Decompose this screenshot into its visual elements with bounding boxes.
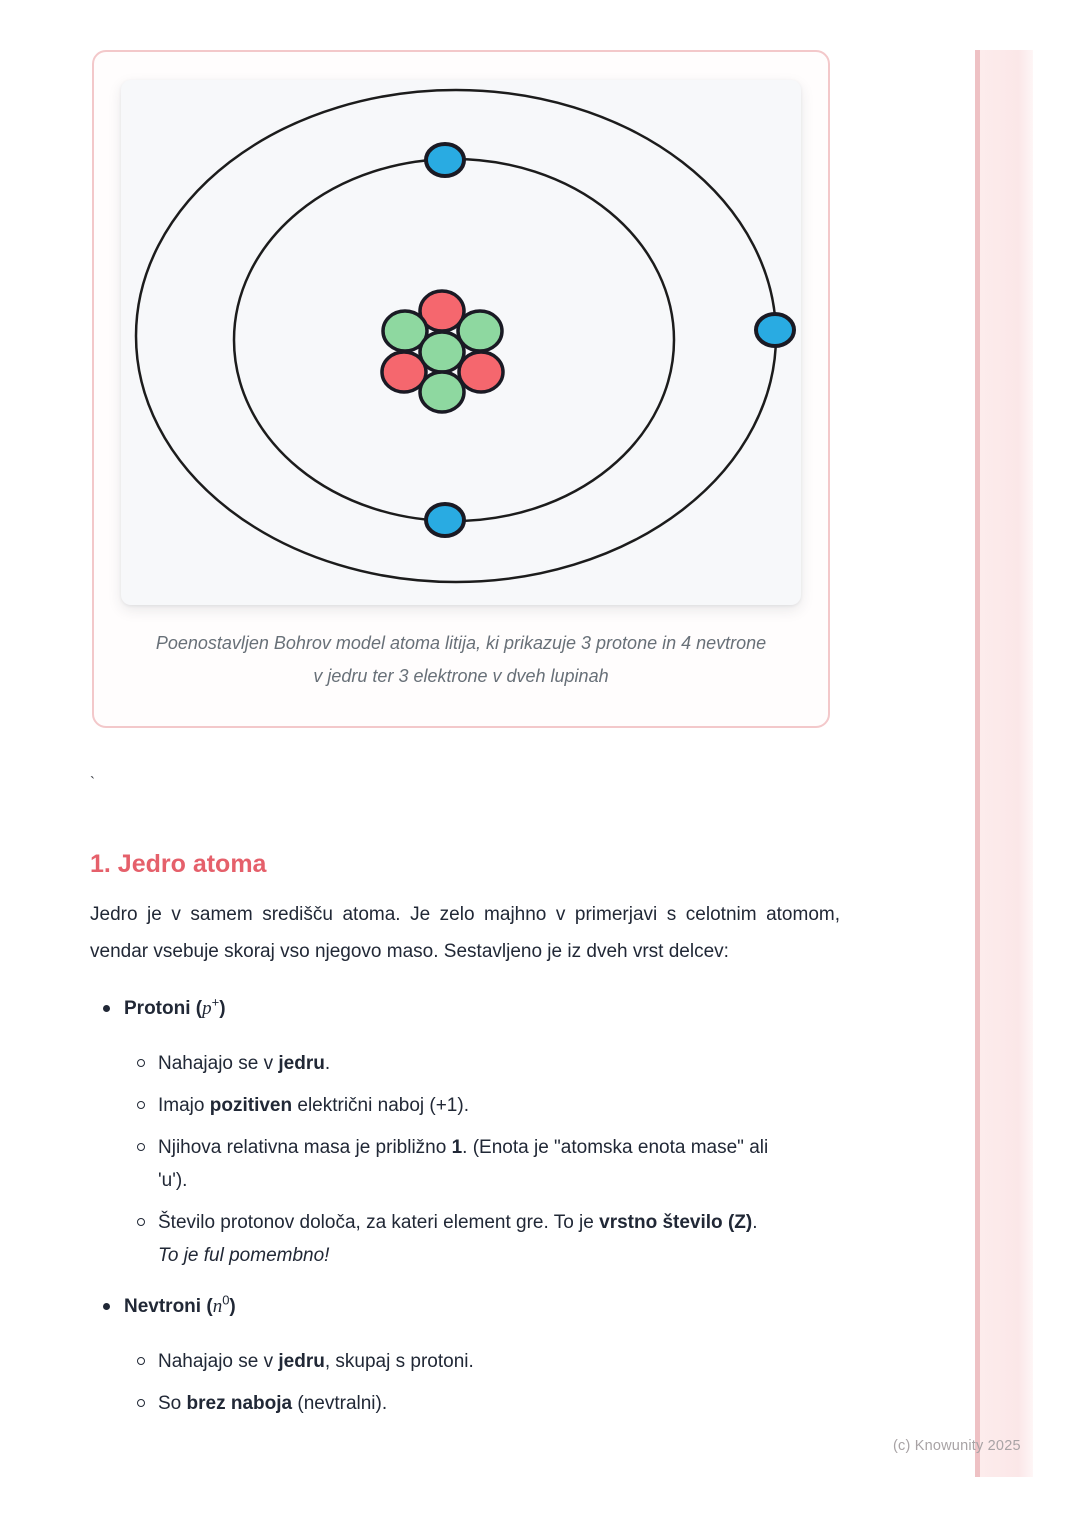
text-segment: jedru: [278, 1053, 325, 1074]
electron: [756, 314, 794, 346]
math-symbol: p: [202, 998, 212, 1019]
math-symbol: n: [212, 1296, 223, 1317]
text-segment: ): [219, 998, 226, 1019]
text-segment: Njihova relativna masa je približno: [158, 1137, 452, 1158]
text-segment: .: [324, 1053, 331, 1074]
caption-line-1: Poenostavljen Bohrov model atoma litija, ki prikazuje 3 protone in 4 nevtrone: [155, 633, 767, 653]
text-segment: Nahajajo se v: [158, 1351, 279, 1372]
caption-line-2: v jedru ter 3 elektrone v dveh lupinah: [313, 666, 609, 686]
electron: [426, 504, 464, 536]
text-segment: Nahajajo se v: [158, 1053, 279, 1074]
text-segment: . (Enota je "atomska enota mase" ali: [462, 1137, 769, 1158]
property-list-item: [158, 1387, 840, 1420]
property-list-item: [158, 1047, 840, 1080]
particle-title: [124, 992, 840, 1025]
particle-properties-list: [124, 1047, 840, 1272]
section-heading: 1. Jedro atoma: [90, 850, 267, 878]
text-segment: 1: [451, 1137, 463, 1158]
text-segment: Število protonov določa, za kateri element gre. To je: [158, 1212, 600, 1233]
neutron: [420, 332, 464, 372]
particle-list-item: [90, 992, 840, 1272]
property-list-item: [158, 1345, 840, 1378]
copyright-watermark: (c) Knowunity 2025: [893, 1438, 1021, 1454]
electron: [426, 144, 464, 176]
figure-card: [92, 50, 830, 728]
text-segment: brez naboja: [186, 1393, 293, 1414]
proton: [459, 352, 503, 392]
text-segment: jedru: [278, 1351, 325, 1372]
text-segment: vrstno število (Z): [599, 1212, 753, 1233]
text-segment: Nevtroni (: [124, 1296, 213, 1317]
neutron: [420, 372, 464, 412]
text-segment: To je ful pomembno!: [158, 1245, 330, 1266]
text-segment: Protoni (: [124, 998, 203, 1019]
text-segment: , skupaj s protoni.: [324, 1351, 474, 1372]
neutron: [458, 311, 502, 351]
property-list-item: [158, 1089, 840, 1122]
text-segment: električni naboj (+1).: [292, 1095, 469, 1116]
property-list-item: [158, 1131, 840, 1197]
text-segment: Imajo: [158, 1095, 210, 1116]
right-accent-bar: [975, 50, 1033, 1477]
text-segment: So: [158, 1393, 187, 1414]
text-segment: 0: [222, 1292, 230, 1308]
figure-caption: [94, 627, 828, 693]
stray-backtick: `: [90, 774, 95, 791]
text-segment: ): [229, 1296, 236, 1317]
text-segment: +: [211, 994, 220, 1010]
particle-list-item: [90, 1290, 840, 1420]
intro-paragraph: Jedro je v samem središču atoma. Je zelo majhno v primerjavi s celotnim atomom, vendar vsebuje skoraj vso njegovo maso. Sestavljeno je iz dveh vrst delcev:: [90, 904, 840, 962]
content-column: [90, 0, 840, 1438]
bohr-model-diagram: [121, 80, 801, 605]
particle-title: [124, 1290, 840, 1323]
particle-properties-list: [124, 1345, 840, 1420]
particles-list: [90, 992, 840, 1420]
text-segment: 'u').: [158, 1170, 188, 1191]
text-segment: pozitiven: [209, 1095, 293, 1116]
text-segment: (nevtralni).: [292, 1393, 388, 1414]
property-list-item: [158, 1206, 840, 1272]
text-segment: .: [752, 1212, 758, 1233]
diagram-panel: [121, 80, 801, 605]
